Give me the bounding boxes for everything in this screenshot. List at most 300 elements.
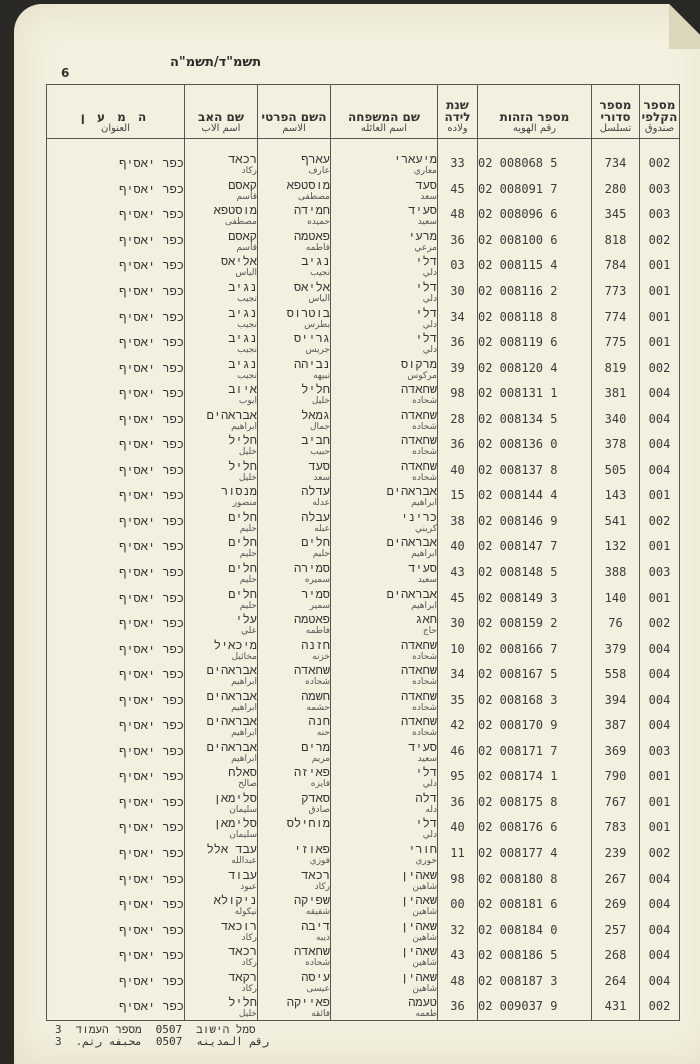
father-name-cell — [185, 637, 258, 663]
family-name-hebrew: מרקוס — [331, 358, 437, 371]
serial-cell: 819 — [592, 356, 640, 382]
ballot-box-cell: 004 — [640, 867, 680, 893]
family-name-cell — [331, 458, 438, 484]
first-name-hebrew: גרייס — [258, 332, 330, 345]
first-name-cell — [258, 483, 331, 509]
first-name-hebrew: עבלה — [258, 511, 330, 524]
id-number-cell: 02 008177 4 — [478, 841, 592, 867]
table-row — [47, 228, 680, 254]
first-name-cell — [258, 713, 331, 739]
id-number-cell: 02 008137 8 — [478, 458, 592, 484]
father-name-cell — [185, 228, 258, 254]
family-name-hebrew: שאהין — [331, 945, 437, 958]
first-name-cell — [258, 994, 331, 1020]
id-number-cell: 02 008184 0 — [478, 918, 592, 944]
family-name-hebrew: אבראהים — [331, 536, 437, 549]
ballot-box-cell: 004 — [640, 407, 680, 433]
address-cell: כפר יאסיף — [47, 381, 185, 407]
birth-year-cell: 98 — [438, 381, 478, 407]
family-name-cell — [331, 305, 438, 331]
first-name-arabic: حنه — [258, 728, 330, 738]
id-number-cell: 02 008134 5 — [478, 407, 592, 433]
family-name-hebrew: דלי — [331, 281, 437, 294]
page-footer — [55, 1024, 355, 1048]
family-name-hebrew: דלי — [331, 255, 437, 268]
first-name-cell — [258, 764, 331, 790]
father-name-hebrew: אבראהים — [185, 715, 257, 728]
first-name-hebrew: שחאדה — [258, 664, 330, 677]
birth-year-cell: 39 — [438, 356, 478, 382]
address-cell: כפר יאסיף — [47, 151, 185, 177]
first-name-cell — [258, 790, 331, 816]
family-name-cell — [331, 994, 438, 1020]
family-name-hebrew: שחאדה — [331, 434, 437, 447]
family-name-arabic: شحاده — [331, 422, 437, 432]
family-name-arabic: شحاده — [331, 652, 437, 662]
serial-cell: 505 — [592, 458, 640, 484]
first-name-cell — [258, 662, 331, 688]
first-name-arabic: مصطفى — [258, 192, 330, 202]
father-name-cell — [185, 764, 258, 790]
father-name-arabic: نجيب — [185, 320, 257, 330]
ballot-box-cell: 002 — [640, 841, 680, 867]
father-name-arabic: ايوب — [185, 396, 257, 406]
serial-cell: 784 — [592, 253, 640, 279]
family-name-hebrew: חורי — [331, 843, 437, 856]
ballot-box-cell: 004 — [640, 713, 680, 739]
first-name-hebrew: מוחילס — [258, 817, 330, 830]
family-name-cell — [331, 892, 438, 918]
birth-year-cell: 36 — [438, 432, 478, 458]
table-header-row — [47, 85, 680, 139]
father-name-hebrew: רכאד — [185, 153, 257, 166]
footer-row-arabic — [55, 1036, 355, 1048]
page-label: מספר העמוד — [76, 1024, 142, 1036]
family-name-hebrew: כריני — [331, 511, 437, 524]
family-name-cell — [331, 356, 438, 382]
first-name-arabic: سميره — [258, 575, 330, 585]
family-name-arabic: شاهين — [331, 882, 437, 892]
family-name-arabic: مرعي — [331, 243, 437, 253]
father-name-arabic: نجيب — [185, 371, 257, 381]
first-name-hebrew: פאיזה — [258, 766, 330, 779]
serial-cell: 381 — [592, 381, 640, 407]
table-row — [47, 509, 680, 535]
ballot-box-cell: 001 — [640, 534, 680, 560]
id-number-cell: 02 008136 0 — [478, 432, 592, 458]
family-name-hebrew: סעד — [331, 179, 437, 192]
table-row — [47, 713, 680, 739]
page-label-arabic: محبفه رتم. — [76, 1036, 142, 1048]
family-name-cell — [331, 764, 438, 790]
family-name-hebrew: שאהין — [331, 920, 437, 933]
table-row — [47, 637, 680, 663]
family-name-arabic: طعمه — [331, 1009, 437, 1019]
table-row — [47, 253, 680, 279]
first-name-cell — [258, 969, 331, 995]
family-name-cell — [331, 662, 438, 688]
serial-cell: 268 — [592, 943, 640, 969]
address-cell: כפר יאסיף — [47, 815, 185, 841]
family-name-hebrew: שחאדה — [331, 409, 437, 422]
id-number-cell: 02 008180 8 — [478, 867, 592, 893]
birth-year-cell: 33 — [438, 151, 478, 177]
first-name-hebrew: רכאד — [258, 869, 330, 882]
family-name-cell — [331, 432, 438, 458]
family-name-hebrew: דלה — [331, 792, 437, 805]
father-name-hebrew: אבראהים — [185, 409, 257, 422]
father-name-cell — [185, 918, 258, 944]
first-name-hebrew: חליל — [258, 383, 330, 396]
table-row — [47, 739, 680, 765]
table-row — [47, 534, 680, 560]
first-name-cell — [258, 815, 331, 841]
family-name-arabic: دلي — [331, 830, 437, 840]
first-name-hebrew: נגיב — [258, 255, 330, 268]
table-row — [47, 586, 680, 612]
first-name-cell — [258, 611, 331, 637]
serial-cell: 388 — [592, 560, 640, 586]
address-cell: כפר יאסיף — [47, 407, 185, 433]
first-name-hebrew: דיבה — [258, 920, 330, 933]
first-name-cell — [258, 841, 331, 867]
father-name-arabic: عبدالله — [185, 856, 257, 866]
page-value: 3 — [55, 1024, 62, 1036]
family-name-hebrew: אבראהים — [331, 485, 437, 498]
family-name-hebrew: סעיד — [331, 741, 437, 754]
family-name-cell — [331, 407, 438, 433]
birth-year-cell: 28 — [438, 407, 478, 433]
table-row — [47, 815, 680, 841]
first-name-hebrew: פאטמה — [258, 230, 330, 243]
first-name-cell — [258, 534, 331, 560]
ballot-box-cell: 004 — [640, 918, 680, 944]
page-edge-shadow — [0, 0, 14, 1059]
first-name-arabic: عيسى — [258, 984, 330, 994]
id-number-cell: 02 008131 1 — [478, 381, 592, 407]
father-name-cell — [185, 534, 258, 560]
first-name-hebrew: חלים — [258, 536, 330, 549]
ballot-box-cell: 001 — [640, 330, 680, 356]
first-name-cell — [258, 918, 331, 944]
birth-year-cell: 43 — [438, 560, 478, 586]
first-name-arabic: فاطمه — [258, 243, 330, 253]
father-name-hebrew: נגיב — [185, 358, 257, 371]
first-name-arabic: سعد — [258, 473, 330, 483]
ballot-box-cell: 002 — [640, 509, 680, 535]
father-name-cell — [185, 994, 258, 1020]
serial-cell: 818 — [592, 228, 640, 254]
serial-cell: 783 — [592, 815, 640, 841]
first-name-hebrew: מוסטפא — [258, 179, 330, 192]
ballot-box-cell: 001 — [640, 483, 680, 509]
serial-cell: 387 — [592, 713, 640, 739]
birth-year-cell: 36 — [438, 994, 478, 1020]
birth-year-cell: 40 — [438, 534, 478, 560]
first-name-hebrew: מרים — [258, 741, 330, 754]
address-cell: כפר יאסיף — [47, 253, 185, 279]
id-number-cell: 02 008118 8 — [478, 305, 592, 331]
father-name-cell — [185, 867, 258, 893]
ballot-box-cell: 001 — [640, 815, 680, 841]
ballot-box-cell: 004 — [640, 943, 680, 969]
first-name-hebrew: פאטמה — [258, 613, 330, 626]
id-number-cell: 02 008175 8 — [478, 790, 592, 816]
serial-cell: 140 — [592, 586, 640, 612]
birth-year-cell: 34 — [438, 662, 478, 688]
birth-year-cell: 40 — [438, 458, 478, 484]
family-name-hebrew: שאהין — [331, 971, 437, 984]
serial-cell: 269 — [592, 892, 640, 918]
id-number-cell: 02 008116 2 — [478, 279, 592, 305]
serial-cell: 734 — [592, 151, 640, 177]
ballot-box-cell: 002 — [640, 228, 680, 254]
first-name-arabic: فائقه — [258, 1009, 330, 1019]
father-name-arabic: ابراهيم — [185, 754, 257, 764]
first-name-hebrew: סמירה — [258, 562, 330, 575]
first-name-arabic: شحاده — [258, 677, 330, 687]
first-name-arabic: حشمه — [258, 703, 330, 713]
father-name-hebrew: רכאד — [185, 945, 257, 958]
father-name-cell — [185, 841, 258, 867]
table-row — [47, 764, 680, 790]
birth-year-cell: 00 — [438, 892, 478, 918]
father-name-hebrew: עבוד — [185, 869, 257, 882]
family-name-cell — [331, 867, 438, 893]
father-name-hebrew: ניקולא — [185, 894, 257, 907]
family-name-hebrew: מרעי — [331, 230, 437, 243]
first-name-cell — [258, 432, 331, 458]
father-name-cell — [185, 458, 258, 484]
father-name-arabic: ابراهيم — [185, 728, 257, 738]
father-name-arabic: صالح — [185, 779, 257, 789]
ballot-box-cell: 004 — [640, 662, 680, 688]
address-cell: כפר יאסיף — [47, 534, 185, 560]
family-name-hebrew: אבראהים — [331, 588, 437, 601]
father-name-arabic: خليل — [185, 447, 257, 457]
family-name-arabic: سعد — [331, 192, 437, 202]
locality-symbol-label-arabic: رقم المدينه — [196, 1036, 269, 1048]
first-name-arabic: بطرس — [258, 320, 330, 330]
birth-year-cell: 95 — [438, 764, 478, 790]
family-name-arabic: مركوس — [331, 371, 437, 381]
family-name-hebrew: דלי — [331, 307, 437, 320]
first-name-arabic: سمير — [258, 601, 330, 611]
first-name-cell — [258, 586, 331, 612]
column-header-ballot-box: מספר הקלפי صندوق — [640, 85, 680, 139]
address-cell: כפר יאסיף — [47, 202, 185, 228]
birth-year-cell: 45 — [438, 586, 478, 612]
first-name-arabic: فاطمه — [258, 626, 330, 636]
family-name-hebrew: סעיד — [331, 562, 437, 575]
table-row — [47, 381, 680, 407]
birth-year-cell: 36 — [438, 330, 478, 356]
first-name-arabic: عبله — [258, 524, 330, 534]
father-name-hebrew: חליל — [185, 996, 257, 1009]
address-cell: כפר יאסיף — [47, 892, 185, 918]
table-row — [47, 560, 680, 586]
birth-year-cell: 34 — [438, 305, 478, 331]
family-name-arabic: شحاده — [331, 703, 437, 713]
father-name-cell — [185, 892, 258, 918]
father-name-hebrew: מנסור — [185, 485, 257, 498]
first-name-cell — [258, 943, 331, 969]
table-row — [47, 151, 680, 177]
family-name-hebrew: דלי — [331, 332, 437, 345]
birth-year-cell: 03 — [438, 253, 478, 279]
birth-year-cell: 45 — [438, 177, 478, 203]
locality-symbol-label: סמל הישוב — [196, 1024, 255, 1036]
father-name-cell — [185, 739, 258, 765]
family-name-hebrew: שחאדה — [331, 460, 437, 473]
birth-year-cell: 98 — [438, 867, 478, 893]
family-name-arabic: ابراهيم — [331, 601, 437, 611]
address-cell: כפר יאסיף — [47, 764, 185, 790]
table-row — [47, 943, 680, 969]
father-name-hebrew: רוכאד — [185, 920, 257, 933]
id-number-cell: 02 008119 6 — [478, 330, 592, 356]
serial-cell: 267 — [592, 867, 640, 893]
id-number-cell: 02 008147 7 — [478, 534, 592, 560]
address-cell: כפר יאסיף — [47, 177, 185, 203]
father-name-cell — [185, 177, 258, 203]
family-name-cell — [331, 586, 438, 612]
father-name-arabic: خليل — [185, 473, 257, 483]
ballot-box-cell: 002 — [640, 151, 680, 177]
ballot-box-cell: 001 — [640, 790, 680, 816]
address-cell: כפר יאסיף — [47, 228, 185, 254]
first-name-cell — [258, 867, 331, 893]
address-cell: כפר יאסיף — [47, 279, 185, 305]
header-title: תשמ"ד/תשמ"ה — [170, 55, 261, 70]
father-name-arabic: حليم — [185, 524, 257, 534]
first-name-cell — [258, 151, 331, 177]
first-name-arabic: نجيب — [258, 268, 330, 278]
ballot-box-cell: 003 — [640, 560, 680, 586]
family-name-cell — [331, 509, 438, 535]
ballot-box-cell: 004 — [640, 892, 680, 918]
father-name-hebrew: חלים — [185, 511, 257, 524]
table-row — [47, 867, 680, 893]
father-name-hebrew: רקאד — [185, 971, 257, 984]
serial-cell: 257 — [592, 918, 640, 944]
father-name-cell — [185, 432, 258, 458]
first-name-hebrew: חזנה — [258, 639, 330, 652]
father-name-cell — [185, 151, 258, 177]
table-row — [47, 969, 680, 995]
table-row — [47, 662, 680, 688]
locality-code-arabic: 0507 — [156, 1036, 183, 1048]
first-name-arabic: نبيهه — [258, 371, 330, 381]
ballot-box-cell: 003 — [640, 177, 680, 203]
family-name-cell — [331, 330, 438, 356]
first-name-arabic: خليل — [258, 396, 330, 406]
first-name-hebrew: חנה — [258, 715, 330, 728]
father-name-arabic: ركاد — [185, 984, 257, 994]
father-name-hebrew: עבד אלל — [185, 843, 257, 856]
father-name-arabic: ركاد — [185, 166, 257, 176]
family-name-arabic: دلي — [331, 294, 437, 304]
birth-year-cell: 10 — [438, 637, 478, 663]
table-row — [47, 432, 680, 458]
first-name-cell — [258, 560, 331, 586]
table-row — [47, 892, 680, 918]
father-name-cell — [185, 253, 258, 279]
family-name-cell — [331, 688, 438, 714]
first-name-cell — [258, 279, 331, 305]
father-name-arabic: حليم — [185, 549, 257, 559]
family-name-cell — [331, 381, 438, 407]
id-number-cell: 02 008159 2 — [478, 611, 592, 637]
table-spacer-row — [47, 139, 680, 152]
father-name-arabic: قاسم — [185, 243, 257, 253]
id-number-cell: 02 008170 9 — [478, 713, 592, 739]
family-name-hebrew: מיעארי — [331, 153, 437, 166]
first-name-cell — [258, 177, 331, 203]
first-name-arabic: عدله — [258, 498, 330, 508]
family-name-cell — [331, 841, 438, 867]
first-name-cell — [258, 228, 331, 254]
column-header-birth-year: שנת לידה ولاده — [438, 85, 478, 139]
ballot-box-cell: 002 — [640, 611, 680, 637]
father-name-arabic: خليل — [185, 1009, 257, 1019]
birth-year-cell: 30 — [438, 279, 478, 305]
family-name-cell — [331, 611, 438, 637]
id-number-cell: 02 008149 3 — [478, 586, 592, 612]
family-name-cell — [331, 637, 438, 663]
table-row — [47, 841, 680, 867]
folded-corner — [669, 4, 700, 49]
birth-year-cell: 48 — [438, 969, 478, 995]
father-name-arabic: قاسم — [185, 192, 257, 202]
first-name-arabic: فايزه — [258, 779, 330, 789]
father-name-cell — [185, 815, 258, 841]
locality-code: 0507 — [156, 1024, 183, 1036]
family-name-cell — [331, 739, 438, 765]
father-name-hebrew: חליל — [185, 460, 257, 473]
birth-year-cell: 42 — [438, 713, 478, 739]
id-number-cell: 02 008091 7 — [478, 177, 592, 203]
address-cell: כפר יאסיף — [47, 509, 185, 535]
address-cell: כפר יאסיף — [47, 713, 185, 739]
father-name-cell — [185, 381, 258, 407]
serial-cell: 132 — [592, 534, 640, 560]
birth-year-cell: 35 — [438, 688, 478, 714]
father-name-arabic: سليمان — [185, 830, 257, 840]
first-name-arabic: ذيبه — [258, 933, 330, 943]
column-header-father-name: שם האב اسم الاب — [185, 85, 258, 139]
family-name-cell — [331, 253, 438, 279]
first-name-cell — [258, 202, 331, 228]
serial-cell: 775 — [592, 330, 640, 356]
family-name-hebrew: דלי — [331, 766, 437, 779]
ballot-box-cell: 004 — [640, 637, 680, 663]
family-name-hebrew: שחאדה — [331, 639, 437, 652]
address-cell: כפר יאסיף — [47, 356, 185, 382]
serial-cell: 558 — [592, 662, 640, 688]
father-name-hebrew: קאסם — [185, 230, 257, 243]
id-number-cell: 02 008096 6 — [478, 202, 592, 228]
column-header-first-name: השם הפרטי الاسم — [258, 85, 331, 139]
family-name-arabic: شاهين — [331, 933, 437, 943]
first-name-hebrew: נביהה — [258, 358, 330, 371]
ballot-box-cell: 001 — [640, 279, 680, 305]
birth-year-cell: 36 — [438, 228, 478, 254]
birth-year-cell: 40 — [438, 815, 478, 841]
father-name-cell — [185, 611, 258, 637]
first-name-hebrew: שפיקה — [258, 894, 330, 907]
family-name-arabic: ابراهيم — [331, 498, 437, 508]
